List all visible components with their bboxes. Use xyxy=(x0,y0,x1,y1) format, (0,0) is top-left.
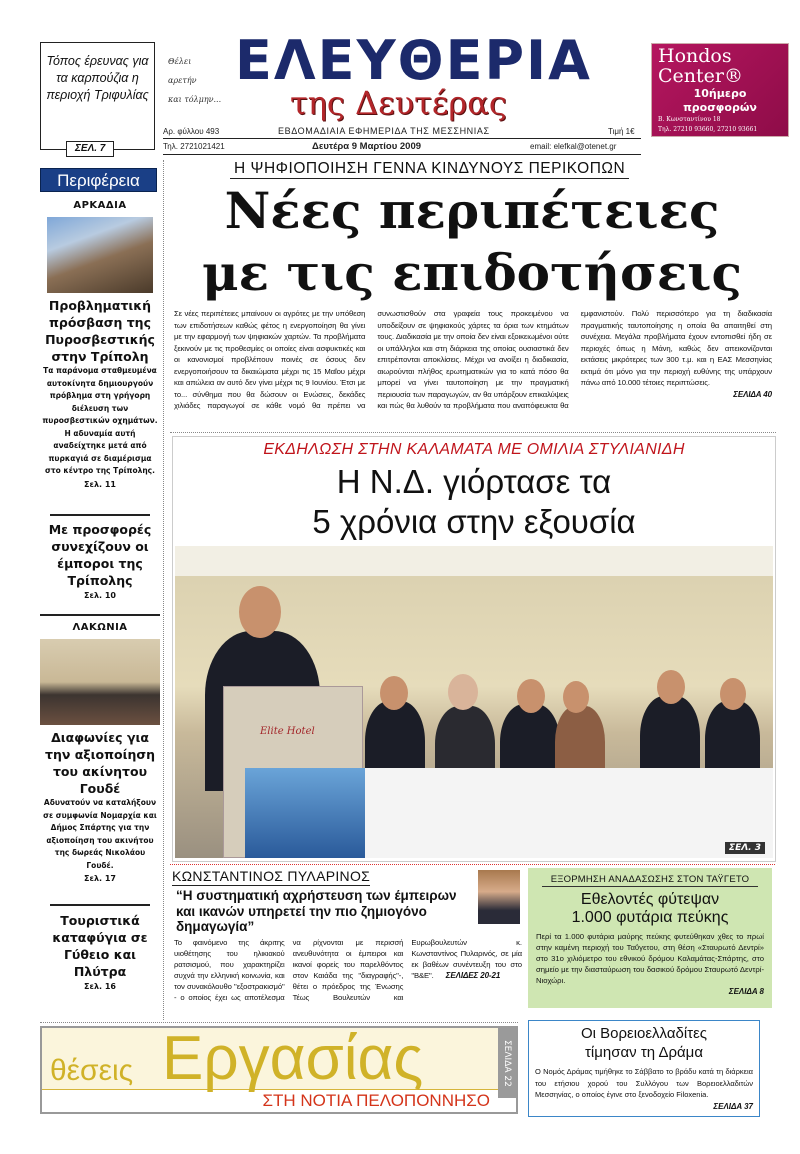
lead-headline-line: με τις επιδοτήσεις xyxy=(202,243,742,302)
region-label: ΛΑΚΩΝΙΑ xyxy=(72,622,128,633)
taygetos-body-text: Περί τα 1.000 φυτάρια μαύρης πεύκης φυτεύθηκαν χθες το πρωί στην καμένη περιοχή του Ταΰγετου, στη θέση «Σταυρωτό Δεντρί» στο 31ο χιλιόμετρο του εθνικού δρόμου Καλαμάτας-Σπάρτης, στο σημείο με την διασταύρωση του δασικού δρόμου Σταυρωτό Δεντρί-Νιοχώρι. xyxy=(536,932,764,985)
drama-article[interactable] xyxy=(528,1020,760,1117)
ad-phones: Τηλ. 27210 93660, 27210 93661 xyxy=(658,126,758,133)
motto-line: και τόλμην... xyxy=(168,95,222,104)
teaser-box[interactable] xyxy=(40,42,155,154)
interview-headline[interactable] xyxy=(176,888,470,935)
laconia-body: Αδυνατούν να καταλήξουν σε συμφωνία Νομαρχία και Δήμος Σπάρτης για την αξιοποίηση του ακινήτου της δωρεάς Νικολάου Γουδέ. xyxy=(43,798,157,870)
column-divider xyxy=(163,160,164,1020)
drama-body xyxy=(529,1062,759,1112)
event-headline[interactable] xyxy=(172,462,776,542)
interview-headline-line: και ικανών υπηρετεί την πιο ζημιογόνο δημαγωγία” xyxy=(176,903,427,934)
masthead-title: ΕΛΕΥΘΕΡΙΑ xyxy=(235,29,592,92)
lead-page: ΣΕΛΙΔΑ 40 xyxy=(733,389,772,399)
motto-line: Θέλει xyxy=(168,57,192,66)
taygetos-article[interactable] xyxy=(528,868,772,1008)
jobs-page: ΣΕΛΙΔΑ 22 xyxy=(498,1028,516,1098)
arcadia-article[interactable] xyxy=(40,200,160,491)
laconia-article[interactable] xyxy=(40,622,160,885)
email[interactable]: email: elefkal@otenet.gr xyxy=(530,142,617,151)
photo-page: ΣΕΛ. 3 xyxy=(725,842,765,854)
section-header: Περιφέρεια xyxy=(40,168,157,192)
drama-body-text: Ο Νομός Δράμας τιμήθηκε το Σάββατο το βράδυ κατά τη διάρκεια του ετήσιου χορού του Συλλόγου των Βορειοελλαδιτών Μεσσηνίας, ο οποίος έγινε στο ξενοδοχείο Filoxenia. xyxy=(535,1067,753,1099)
interview-photo xyxy=(478,870,520,924)
event-kicker: ΕΚΔΗΛΩΣΗ ΣΤΗΝ ΚΑΛΑΜΑΤΑ ΜΕ ΟΜΙΛΙΑ ΣΤΥΛΙΑΝΙΔΗ xyxy=(263,441,685,458)
podium-logo: Elite Hotel xyxy=(260,726,315,737)
event-headline-line: Η Ν.Δ. γιόρτασε τα xyxy=(336,463,612,500)
lead-kicker: Η ΨΗΦΙΟΠΟΙΗΣΗ ΓΕΝΝΑ ΚΙΝΔΥΝΟΥΣ ΠΕΡΙΚΟΠΩΝ xyxy=(230,160,629,179)
tourism-article[interactable] xyxy=(40,912,160,993)
ad-brand: Hondos xyxy=(658,45,732,67)
laconia-page: Σελ. 17 xyxy=(84,874,116,883)
jobs-region: ΣΤΗ ΝΟΤΙΑ ΠΕΛΟΠΟΝΝΗΣΟ xyxy=(262,1091,490,1110)
jobs-big: Εργασίας xyxy=(162,1024,424,1093)
motto-line: αρετήν xyxy=(168,76,197,85)
tourism-headline: Τουριστικά καταφύγια σε Γύθειο και Πλύτρα xyxy=(52,913,148,979)
ad-address: Β. Κωνσταντίνου 18 xyxy=(658,116,721,123)
teaser-text: Τόπος έρευνας για τα καρπούζια η περιοχή Τριφυλίας xyxy=(46,54,149,102)
lead-body-text: Σε νέες περιπέτειες μπαίνουν οι αγρότες με την υπόθεση των επιδοτήσεων καθώς φέτος η ενεργοποίηση θα γίνει με την εφαρμογή των ψηφιακών χαρτών. Τα προβλήματα ξεκινούν με τις προθεσμίες οι οποίες είναι ασφυκτικές και οι κανονισμοί προβλέπουν ποινές σε όσους δεν ενεργοποιήσουν τα δικαιώματα μέχρι τις 15 Μαΐου μέχρι και απώλεια αν αυτό δεν γίνει μέχρι τις 9 Ιουνίου. Έτσι με το... σύνθημα που θα δώσουν οι Ενώσεις, δεκάδες χιλιάδες παραγωγοί σε κάθε νομό θα πρέπει να συνωστισθούν στα γραφεία τους προκειμένου να υποδείξουν σε ψηφιακούς χάρτες τα όρια των κτημάτων τους. Διαδικασία με την οποία δεν είναι εξοικειωμένοι ούτε οι υπάλληλοι και στη διάρκεια της οποίας ουσιαστικά δεν επιτρέπονται αποκλίσεις. Μέχρι να ανοίξει η διαδικασία, αιωρούνται πλήθος ερωτηματικών για το κατά πόσο θα μπορεί να γίνει ταυτοποίηση με την πραγματική περιουσία των παραγωγών, αν θα υπάρξουν επικαλύψεις και πώς θα λυθούν τα προβλήματα που αναπόφευκτα θα εμφανιστούν. Πολύ περισσότερο για τη διαδικασία πραγματικής ταυτοποίησης η οποία θα απαιτηθεί στη συνέχεια. Μεγάλα προβλήματα έχουν εντοπισθεί ήδη σε περιοχές όπως η Μάνη, καθώς δεν απεικονίζονται εκτάσεις μικρότερες των 300 τ.μ. και η ΕΑΣ Μεσσηνίας εκτιμά ότι μόνο για την περιοχή ευθύνης της υπάρχουν πάνω από 10.000 τέτοιες περιπτώσεις. xyxy=(174,309,772,410)
jobs-small: θέσεις xyxy=(50,1054,134,1087)
hondos-ad[interactable] xyxy=(651,43,789,137)
interview-headline-line: “Η συστηματική αχρήστευση των έμπειρων xyxy=(176,888,457,903)
taygetos-headline: Εθελοντές φύτεψαν xyxy=(580,891,720,908)
event-photo xyxy=(175,546,773,858)
drama-page: ΣΕΛΙΔΑ 37 xyxy=(713,1101,753,1111)
arcadia-headline: Προβληματική πρόσβαση της Πυροσβεστικής στην Τρίπολη xyxy=(45,298,155,364)
lead-headline-line: Νέες περιπέτειες xyxy=(224,181,720,240)
offers-page: Σελ. 10 xyxy=(84,591,116,600)
taygetos-page: ΣΕΛΙΔΑ 8 xyxy=(728,987,764,996)
ad-brand: Center® xyxy=(658,65,743,87)
taygetos-kicker: ΕΞΟΡΜΗΣΗ ΑΝΑΔΑΣΩΣΗΣ ΣΤΟΝ ΤΑΫΓΕΤΟ xyxy=(542,873,758,887)
phone: Τηλ. 2721021421 xyxy=(163,142,225,151)
tagline: ΕΒΔΟΜΑΔΙΑΙΑ ΕΦΗΜΕΡΙΔΑ ΤΗΣ ΜΕΣΣΗΝΙΑΣ xyxy=(278,126,490,136)
laconia-photo xyxy=(40,639,160,725)
arcadia-page: Σελ. 11 xyxy=(84,479,116,489)
lead-body xyxy=(174,308,772,412)
ad-offer: προσφορών xyxy=(683,101,757,114)
drama-headline: τίμησαν τη Δράμα xyxy=(585,1044,703,1061)
interview-kicker: ΚΩΝΣΤΑΝΤΙΝΟΣ ΠΥΛΑΡΙΝΟΣ xyxy=(172,868,371,884)
taygetos-headline: 1.000 φυτάρια πεύκης xyxy=(571,909,729,926)
teaser-page: ΣΕΛ. 7 xyxy=(66,141,114,157)
price: Τιμή 1€ xyxy=(608,127,635,136)
drama-headline: Οι Βορειοελλαδίτες xyxy=(580,1025,708,1042)
offers-headline: Με προσφορές συνεχίζουν οι έμποροι της Τρίπολης xyxy=(48,522,152,588)
taygetos-body xyxy=(528,927,772,997)
interview-body xyxy=(174,937,522,1003)
issue-date: Δευτέρα 9 Μαρτίου 2009 xyxy=(312,141,422,152)
region-label: ΑΡΚΑΔΙΑ xyxy=(73,200,127,211)
offers-article[interactable] xyxy=(40,521,160,602)
jobs-banner[interactable] xyxy=(40,1026,518,1114)
lead-headline[interactable] xyxy=(170,180,774,304)
motto xyxy=(168,52,221,109)
arcadia-photo xyxy=(47,217,153,293)
interview-body-text: Το φαινόμενο της άκριτης υιοθέτησης του ηλικιακού ρατσισμού, που χαρακτηρίζει συχνά την ελληνική κοινωνία, και τον συνακόλουθο "εξοστρακισμό" - ο οποίος έχει ως αποτέλεσμα να ρίχνονται με περισσή ανευθυνότητα οι έμπειροι και ικανοί φορείς του παρελθόντος στον Καιάδα της "διαγραφής"-, θέτει ο πρόεδρος της Ένωσης Τέως Βουλευτών και Ευρωβουλευτών κ. Κωνσταντίνος Πυλαρινός, σε μία εκ βαθέων συνέντευξη του στο "Β&Ε". xyxy=(174,938,522,1002)
arcadia-body: Τα παράνομα σταθμευμένα αυτοκίνητα δημιουργούν πρόβλημα στη γρήγορη διέλευση των πυροσβεστικών οχημάτων. Η αδυναμία αυτή αναδείχτηκε μετά από πυρκαγιά σε διαμέρισμα στο κέντρο της Τρίπολης. xyxy=(42,366,158,475)
interview-page: ΣΕΛΙΔΕΣ 20-21 xyxy=(445,971,501,980)
issue-number: Αρ. φύλλου 493 xyxy=(163,127,220,136)
tourism-page: Σελ. 16 xyxy=(84,982,116,991)
ad-offer: 10ήμερο xyxy=(693,87,747,100)
laconia-headline: Διαφωνίες για την αξιοποίηση του ακίνητου Γουδέ xyxy=(44,730,156,796)
event-headline-line: 5 χρόνια στην εξουσία xyxy=(312,503,636,540)
masthead-subtitle: της Δευτέρας xyxy=(290,84,507,122)
